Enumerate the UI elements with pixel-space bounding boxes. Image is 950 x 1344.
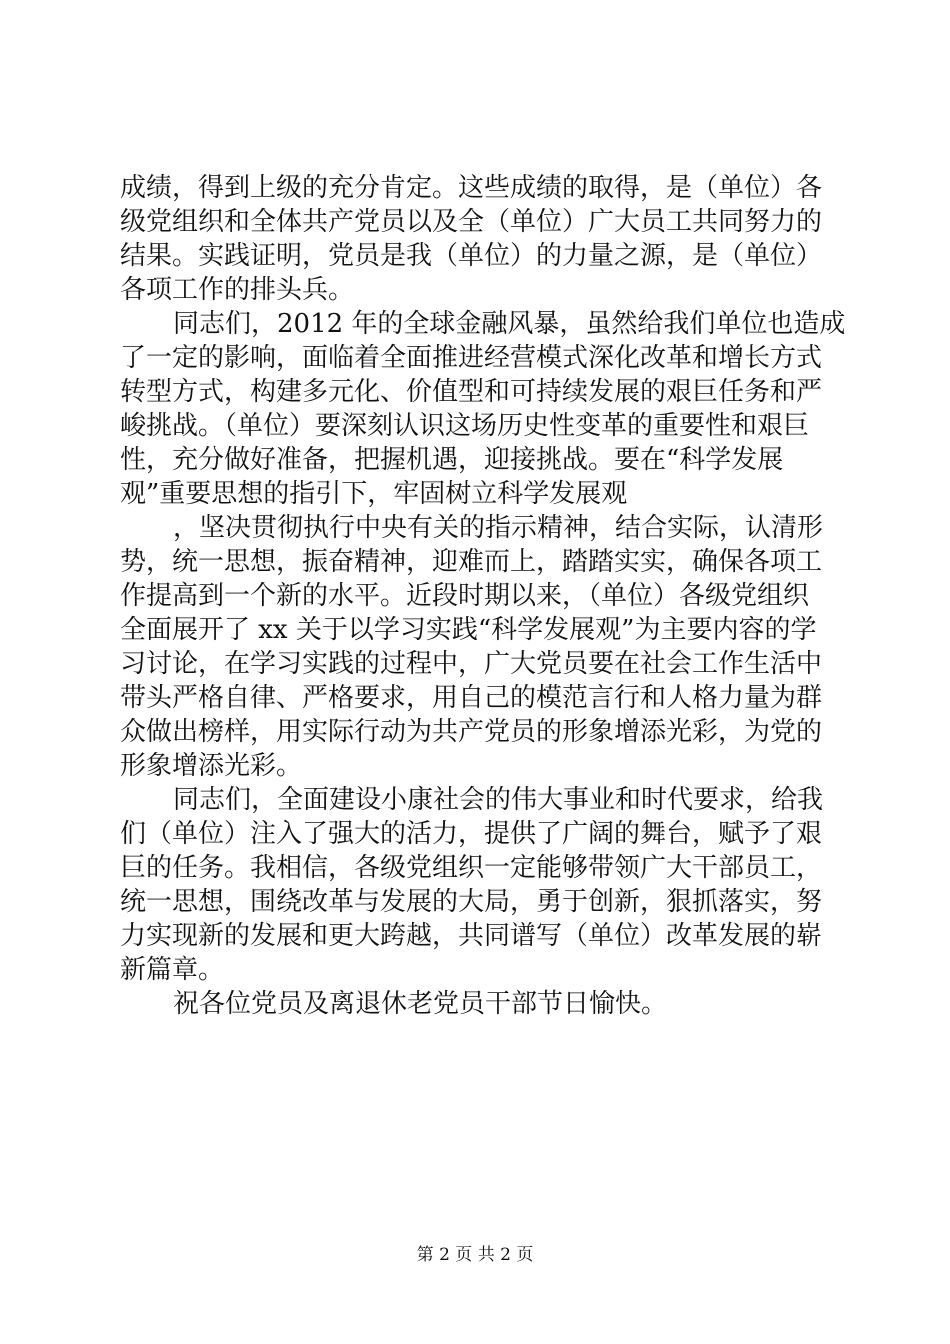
- body-line: 级党组织和全体共产党员以及全（单位）广大员工共同努力的: [120, 207, 823, 237]
- body-line: 带头严格自律、严格要求，用自己的模范言行和人格力量为群: [120, 683, 823, 713]
- body-line: 众做出榜样，用实际行动为共产党员的形象增添光彩，为党的: [120, 717, 823, 747]
- body-line: 各项工作的排头兵。: [120, 275, 355, 305]
- body-line: 作提高到一个新的水平。近段时期以来，（单位）各级党组织: [120, 581, 810, 611]
- page-footer: 第 2 页 共 2 页: [416, 1245, 534, 1265]
- body-line: 同志们，全面建设小康社会的伟大事业和时代要求，给我: [173, 785, 824, 815]
- body-line: 统一思想，围绕改革与发展的大局，勇于创新，狠抓落实，努: [120, 887, 823, 917]
- body-line: 习讨论，在学习实践的过程中，广大党员要在社会工作生活中: [120, 649, 823, 679]
- body-line: 峻挑战。（单位）要深刻认识这场历史性变革的重要性和艰巨: [120, 411, 810, 441]
- body-line: 力实现新的发展和更大跨越，共同谱写（单位）改革发展的崭: [120, 921, 823, 951]
- body-line: 巨的任务。我相信，各级党组织一定能够带领广大干部员工，: [120, 853, 823, 883]
- body-line: 性，充分做好准备，把握机遇，迎接挑战。要在“科学发展: [120, 445, 784, 475]
- body-line: 全面展开了 xx 关于以学习实践“科学发展观”为主要内容的学: [120, 615, 817, 645]
- body-line: 新篇章。: [120, 955, 225, 985]
- body-line: 祝各位党员及离退休老党员干部节日愉快。: [173, 989, 668, 1019]
- body-line: 形象增添光彩。: [120, 751, 303, 781]
- body-line: ，坚决贯彻执行中央有关的指示精神，结合实际，认清形: [173, 513, 824, 543]
- body-line: 了一定的影响，面临着全面推进经营模式深化改革和增长方式: [120, 343, 823, 373]
- body-line: 观”重要思想的指引下，牢固树立科学发展观: [120, 479, 628, 509]
- body-line: 成绩，得到上级的充分肯定。这些成绩的取得，是（单位）各: [120, 173, 823, 203]
- body-line: 势，统一思想，振奋精神，迎难而上，踏踏实实，确保各项工: [120, 547, 823, 577]
- body-line: 结果。实践证明，党员是我（单位）的力量之源，是（单位）: [120, 241, 823, 271]
- body-line: 转型方式，构建多元化、价值型和可持续发展的艰巨任务和严: [120, 377, 823, 407]
- body-line: 同志们，2012 年的全球金融风暴，虽然给我们单位也造成: [173, 309, 846, 339]
- body-line: 们（单位）注入了强大的活力，提供了广阔的舞台，赋予了艰: [120, 819, 823, 849]
